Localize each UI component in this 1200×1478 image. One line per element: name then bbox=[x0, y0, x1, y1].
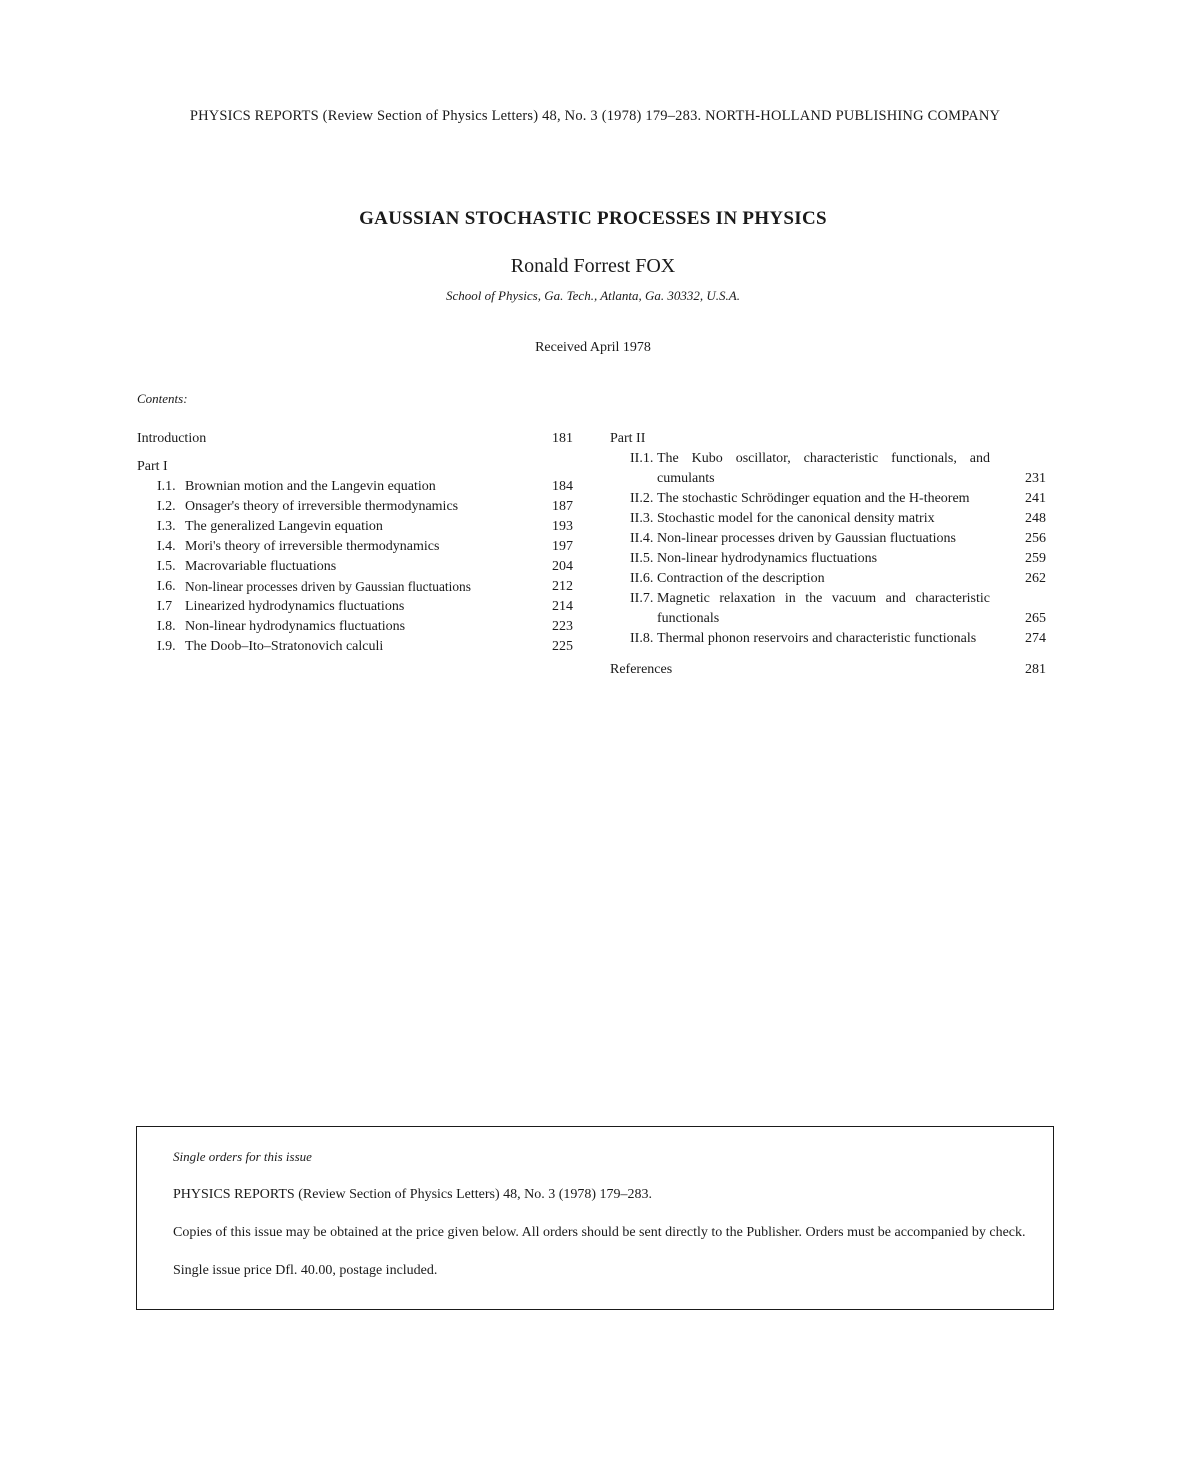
toc-entry[interactable] bbox=[137, 597, 573, 617]
toc-entry[interactable] bbox=[610, 509, 1046, 529]
toc-entry-page: 265 bbox=[1025, 611, 1046, 626]
toc-entry-number: I.4. bbox=[157, 539, 176, 554]
toc-entry-page: 197 bbox=[552, 539, 573, 554]
toc-entry-title: Thermal phonon reservoirs and characteristic functionals bbox=[657, 631, 977, 646]
toc-entry-title: The Kubo oscillator, characteristic functionals, and cumulants bbox=[657, 451, 990, 486]
author-affiliation: School of Physics, Ga. Tech., Atlanta, Ga. 30332, U.S.A. bbox=[446, 288, 740, 303]
order-box-issue: PHYSICS REPORTS (Review Section of Physics Letters) 48, No. 3 (1978) 179–283. bbox=[173, 1187, 653, 1202]
toc-entry-number: I.7 bbox=[157, 599, 173, 614]
toc-entry-number: I.3. bbox=[157, 519, 176, 534]
toc-entry-page: 214 bbox=[552, 599, 573, 614]
toc-entry-title: Contraction of the description bbox=[657, 571, 825, 586]
order-box-copies: Copies of this issue may be obtained at the price given below. All orders should be sent directly to the Publisher. Orders must be accompanied by check. bbox=[173, 1225, 1026, 1240]
received-date: Received April 1978 bbox=[535, 340, 651, 355]
toc-entry-title: The generalized Langevin equation bbox=[185, 519, 383, 534]
toc-entry-title: Non-linear processes driven by Gaussian fluctuations bbox=[657, 531, 956, 546]
toc-entry-page: 274 bbox=[1025, 631, 1046, 646]
toc-entry[interactable] bbox=[137, 617, 573, 637]
toc-entry-number: I.9. bbox=[157, 639, 176, 654]
toc-entry-page: 187 bbox=[552, 499, 573, 514]
toc-entry-number: I.2. bbox=[157, 499, 176, 514]
toc-entry-title: Stochastic model for the canonical density matrix bbox=[657, 511, 935, 526]
contents-label: Contents: bbox=[137, 391, 188, 406]
toc-left-column bbox=[137, 429, 573, 657]
toc-entry-number: I.8. bbox=[157, 619, 176, 634]
toc-references-page: 281 bbox=[1025, 662, 1046, 677]
toc-entry-number: I.1. bbox=[157, 479, 176, 494]
toc-part-1-label: Part I bbox=[137, 459, 168, 474]
toc-introduction[interactable] bbox=[137, 429, 573, 449]
toc-entry-number: II.8. bbox=[630, 631, 654, 646]
toc-entry-title: Brownian motion and the Langevin equation bbox=[185, 479, 436, 494]
author-name: Ronald Forrest FOX bbox=[510, 255, 676, 277]
toc-introduction-label: Introduction bbox=[137, 431, 207, 446]
journal-header: PHYSICS REPORTS (Review Section of Physics Letters) 48, No. 3 (1978) 179–283. NORTH-HOLLAND PUBLISHING COMPANY bbox=[189, 108, 1001, 124]
toc-entry-number: II.6. bbox=[630, 571, 654, 586]
toc-right-column bbox=[610, 429, 1046, 680]
toc-entry[interactable] bbox=[137, 517, 573, 537]
toc-entry-page: 259 bbox=[1025, 551, 1046, 566]
toc-entry-page: 256 bbox=[1025, 531, 1046, 546]
toc-entry-title: Mori's theory of irreversible thermodynamics bbox=[185, 539, 440, 554]
toc-entry[interactable] bbox=[610, 549, 1046, 569]
toc-entry-page: 231 bbox=[1025, 471, 1046, 486]
toc-entry-title: Onsager's theory of irreversible thermodynamics bbox=[185, 499, 459, 514]
toc-entry-title: Magnetic relaxation in the vacuum and characteristic functionals bbox=[657, 591, 990, 626]
toc-entry-page: 223 bbox=[552, 619, 573, 634]
order-box-price: Single issue price Dfl. 40.00, postage included. bbox=[173, 1263, 438, 1278]
toc-entry-title: The Doob–Ito–Stratonovich calculi bbox=[185, 639, 384, 654]
toc-entry[interactable] bbox=[137, 577, 573, 597]
toc-entry[interactable] bbox=[137, 557, 573, 577]
toc-entry[interactable] bbox=[610, 489, 1046, 509]
toc-entry-number: II.1. bbox=[630, 451, 654, 466]
toc-entry-page: 241 bbox=[1025, 491, 1046, 506]
toc-references-label: References bbox=[610, 662, 673, 677]
toc-entry[interactable] bbox=[610, 529, 1046, 549]
toc-entry-page: 248 bbox=[1025, 511, 1046, 526]
toc-entry-title: Non-linear hydrodynamics fluctuations bbox=[185, 619, 406, 634]
toc-entry-page: 193 bbox=[552, 519, 573, 534]
toc-entry-page: 262 bbox=[1025, 571, 1046, 586]
order-box-heading: Single orders for this issue bbox=[173, 1149, 312, 1164]
toc-entry-number: II.2. bbox=[630, 491, 654, 506]
toc-entry[interactable] bbox=[137, 477, 573, 497]
toc-entry-title: Non-linear processes driven by Gaussian fluctuations bbox=[185, 579, 471, 594]
order-box-border bbox=[136, 1126, 1054, 1310]
paper-title: GAUSSIAN STOCHASTIC PROCESSES IN PHYSICS bbox=[359, 208, 827, 229]
toc-entry-number: I.6. bbox=[157, 579, 176, 594]
toc-entry-title: The stochastic Schrödinger equation and the H-theorem bbox=[657, 491, 970, 506]
toc-entry-page: 184 bbox=[552, 479, 573, 494]
toc-references[interactable] bbox=[610, 660, 1046, 680]
toc-entry-number: II.7. bbox=[630, 591, 654, 606]
toc-introduction-page: 181 bbox=[552, 431, 573, 446]
toc-entry[interactable] bbox=[610, 569, 1046, 589]
toc-entry-number: II.4. bbox=[630, 531, 654, 546]
toc-entry-page: 204 bbox=[552, 559, 573, 574]
toc-entry[interactable] bbox=[610, 589, 1046, 629]
toc-entry[interactable] bbox=[137, 637, 573, 657]
toc-entry-title: Non-linear hydrodynamics fluctuations bbox=[657, 551, 878, 566]
toc-entry[interactable] bbox=[610, 449, 1046, 489]
toc-entry-number: II.5. bbox=[630, 551, 654, 566]
toc-entry-page: 225 bbox=[552, 639, 573, 654]
toc-entry-title: Linearized hydrodynamics fluctuations bbox=[185, 599, 405, 614]
toc-entry-number: II.3. bbox=[630, 511, 654, 526]
toc-entry-page: 212 bbox=[552, 579, 573, 594]
toc-part-2-label: Part II bbox=[610, 431, 646, 446]
toc-entry[interactable] bbox=[137, 537, 573, 557]
toc-entry-number: I.5. bbox=[157, 559, 176, 574]
toc-entry-title: Macrovariable fluctuations bbox=[185, 559, 337, 574]
toc-entry[interactable] bbox=[610, 629, 1046, 649]
toc-entry[interactable] bbox=[137, 497, 573, 517]
